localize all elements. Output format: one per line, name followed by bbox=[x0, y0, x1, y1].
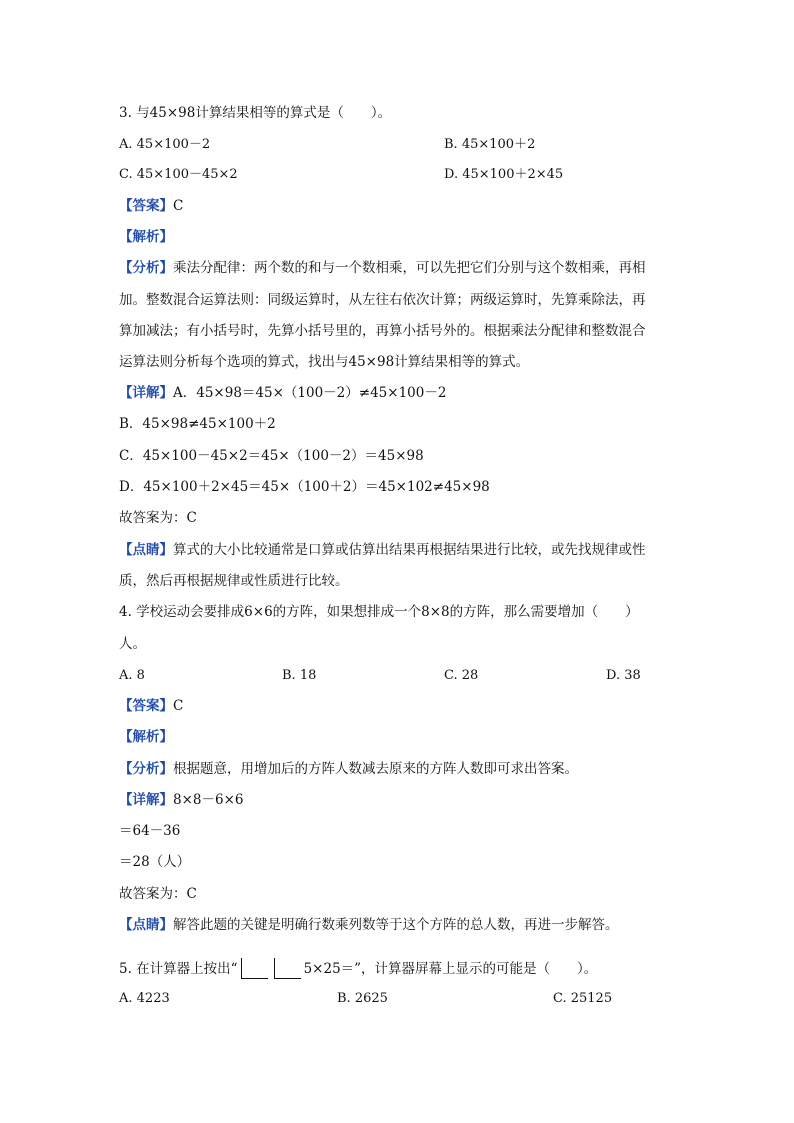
fenxi-text: 乘法分配律：两个数的和与一个数相乘，可以先把它们分别与这个数相乘，再相 bbox=[173, 260, 646, 276]
q5-option-b: B. 2625 bbox=[337, 991, 388, 1006]
q3-option-a: A. 45×100－2 bbox=[119, 137, 211, 152]
blank-box-1 bbox=[241, 958, 268, 979]
q3-fenxi-line: 加。整数混合运算法则：同级运算时，从左往右依次计算；两级运算时，先算乘除法，再 bbox=[119, 292, 646, 308]
blank-box-2 bbox=[274, 958, 301, 979]
fenxi-tag: 【分析】 bbox=[119, 260, 173, 276]
q4-question-line: 4. 学校运动会要排成6×6的方阵，如果想排成一个8×8的方阵，那么需要增加（ ） bbox=[119, 604, 639, 620]
dianjing-text: 算式的大小比较通常是口算或估算出结果再根据结果进行比较，或先找规律或性 bbox=[173, 542, 646, 558]
fenxi-tag: 【分析】 bbox=[119, 761, 173, 777]
q5-question-suffix: 5×25＝”，计算器屏幕上显示的可能是（ ）。 bbox=[303, 961, 598, 977]
q3-detail-line: C．45×100－45×2＝45×（100－2）＝45×98 bbox=[119, 448, 424, 464]
fenxi-text: 根据题意，用增加后的方阵人数减去原来的方阵人数即可求出答案。 bbox=[173, 761, 578, 777]
q4-detail-line: ＝28（人） bbox=[119, 854, 191, 870]
dianjing-text: 解答此题的关键是明确行数乘列数等于这个方阵的总人数，再进一步解答。 bbox=[173, 917, 619, 933]
answer-value: C bbox=[173, 698, 184, 714]
detail-tag: 【详解】 bbox=[119, 792, 173, 808]
q3-dianjing-line: 质，然后再根据规律或性质进行比较。 bbox=[119, 573, 349, 589]
q4-option-c: C. 28 bbox=[444, 668, 479, 683]
answer-tag: 【答案】 bbox=[119, 198, 173, 214]
detail-text: A．45×98＝45×（100－2）≠45×100－2 bbox=[173, 385, 447, 401]
q4-answer bbox=[119, 697, 183, 715]
dianjing-tag: 【点睛】 bbox=[119, 542, 173, 558]
q4-option-b: B. 18 bbox=[282, 668, 317, 683]
q3-option-c: C. 45×100－45×2 bbox=[119, 167, 238, 182]
q3-detail-line: B．45×98≠45×100＋2 bbox=[119, 416, 276, 432]
q4-option-d: D. 38 bbox=[606, 668, 641, 683]
q4-option-a: A. 8 bbox=[119, 668, 145, 683]
q3-question: 3. 与45×98计算结果相等的算式是（ ）。 bbox=[119, 105, 392, 121]
q5-option-c: C. 25125 bbox=[553, 991, 613, 1006]
q3-answer bbox=[119, 197, 183, 215]
analysis-tag: 【解析】 bbox=[119, 729, 173, 745]
q4-dianjing-line bbox=[119, 916, 619, 934]
q3-option-d: D. 45×100＋2×45 bbox=[444, 167, 564, 182]
dianjing-tag: 【点睛】 bbox=[119, 917, 173, 933]
q4-conclusion: 故答案为：C bbox=[119, 886, 197, 902]
detail-tag: 【详解】 bbox=[119, 385, 173, 401]
detail-text: 8×8－6×6 bbox=[173, 792, 244, 808]
q5-option-a: A. 4223 bbox=[119, 991, 170, 1006]
analysis-tag: 【解析】 bbox=[119, 229, 173, 245]
q5-question-prefix: 5. 在计算器上按出“ bbox=[119, 961, 238, 977]
q4-analysis-heading bbox=[119, 728, 173, 746]
q5-question bbox=[119, 958, 597, 979]
q4-detail-line bbox=[119, 791, 243, 809]
q3-detail-line bbox=[119, 384, 446, 402]
q3-fenxi-line: 运算法则分析每个选项的算式，找出与45×98计算结果相等的算式。 bbox=[119, 354, 530, 370]
q3-detail-line: D．45×100＋2×45＝45×（100＋2）＝45×102≠45×98 bbox=[119, 479, 490, 495]
q3-conclusion: 故答案为：C bbox=[119, 510, 197, 526]
q4-fenxi-line bbox=[119, 760, 578, 778]
q3-fenxi-line: 算加减法；有小括号时，先算小括号里的，再算小括号外的。根据乘法分配律和整数混合 bbox=[119, 323, 646, 339]
q3-analysis-heading bbox=[119, 228, 173, 246]
answer-tag: 【答案】 bbox=[119, 698, 173, 714]
q3-option-b: B. 45×100＋2 bbox=[444, 137, 536, 152]
q4-question-line: 人。 bbox=[119, 636, 146, 652]
q4-detail-line: ＝64－36 bbox=[119, 823, 181, 839]
q3-fenxi-line bbox=[119, 259, 646, 277]
answer-value: C bbox=[173, 198, 184, 214]
q3-dianjing-line bbox=[119, 541, 646, 559]
